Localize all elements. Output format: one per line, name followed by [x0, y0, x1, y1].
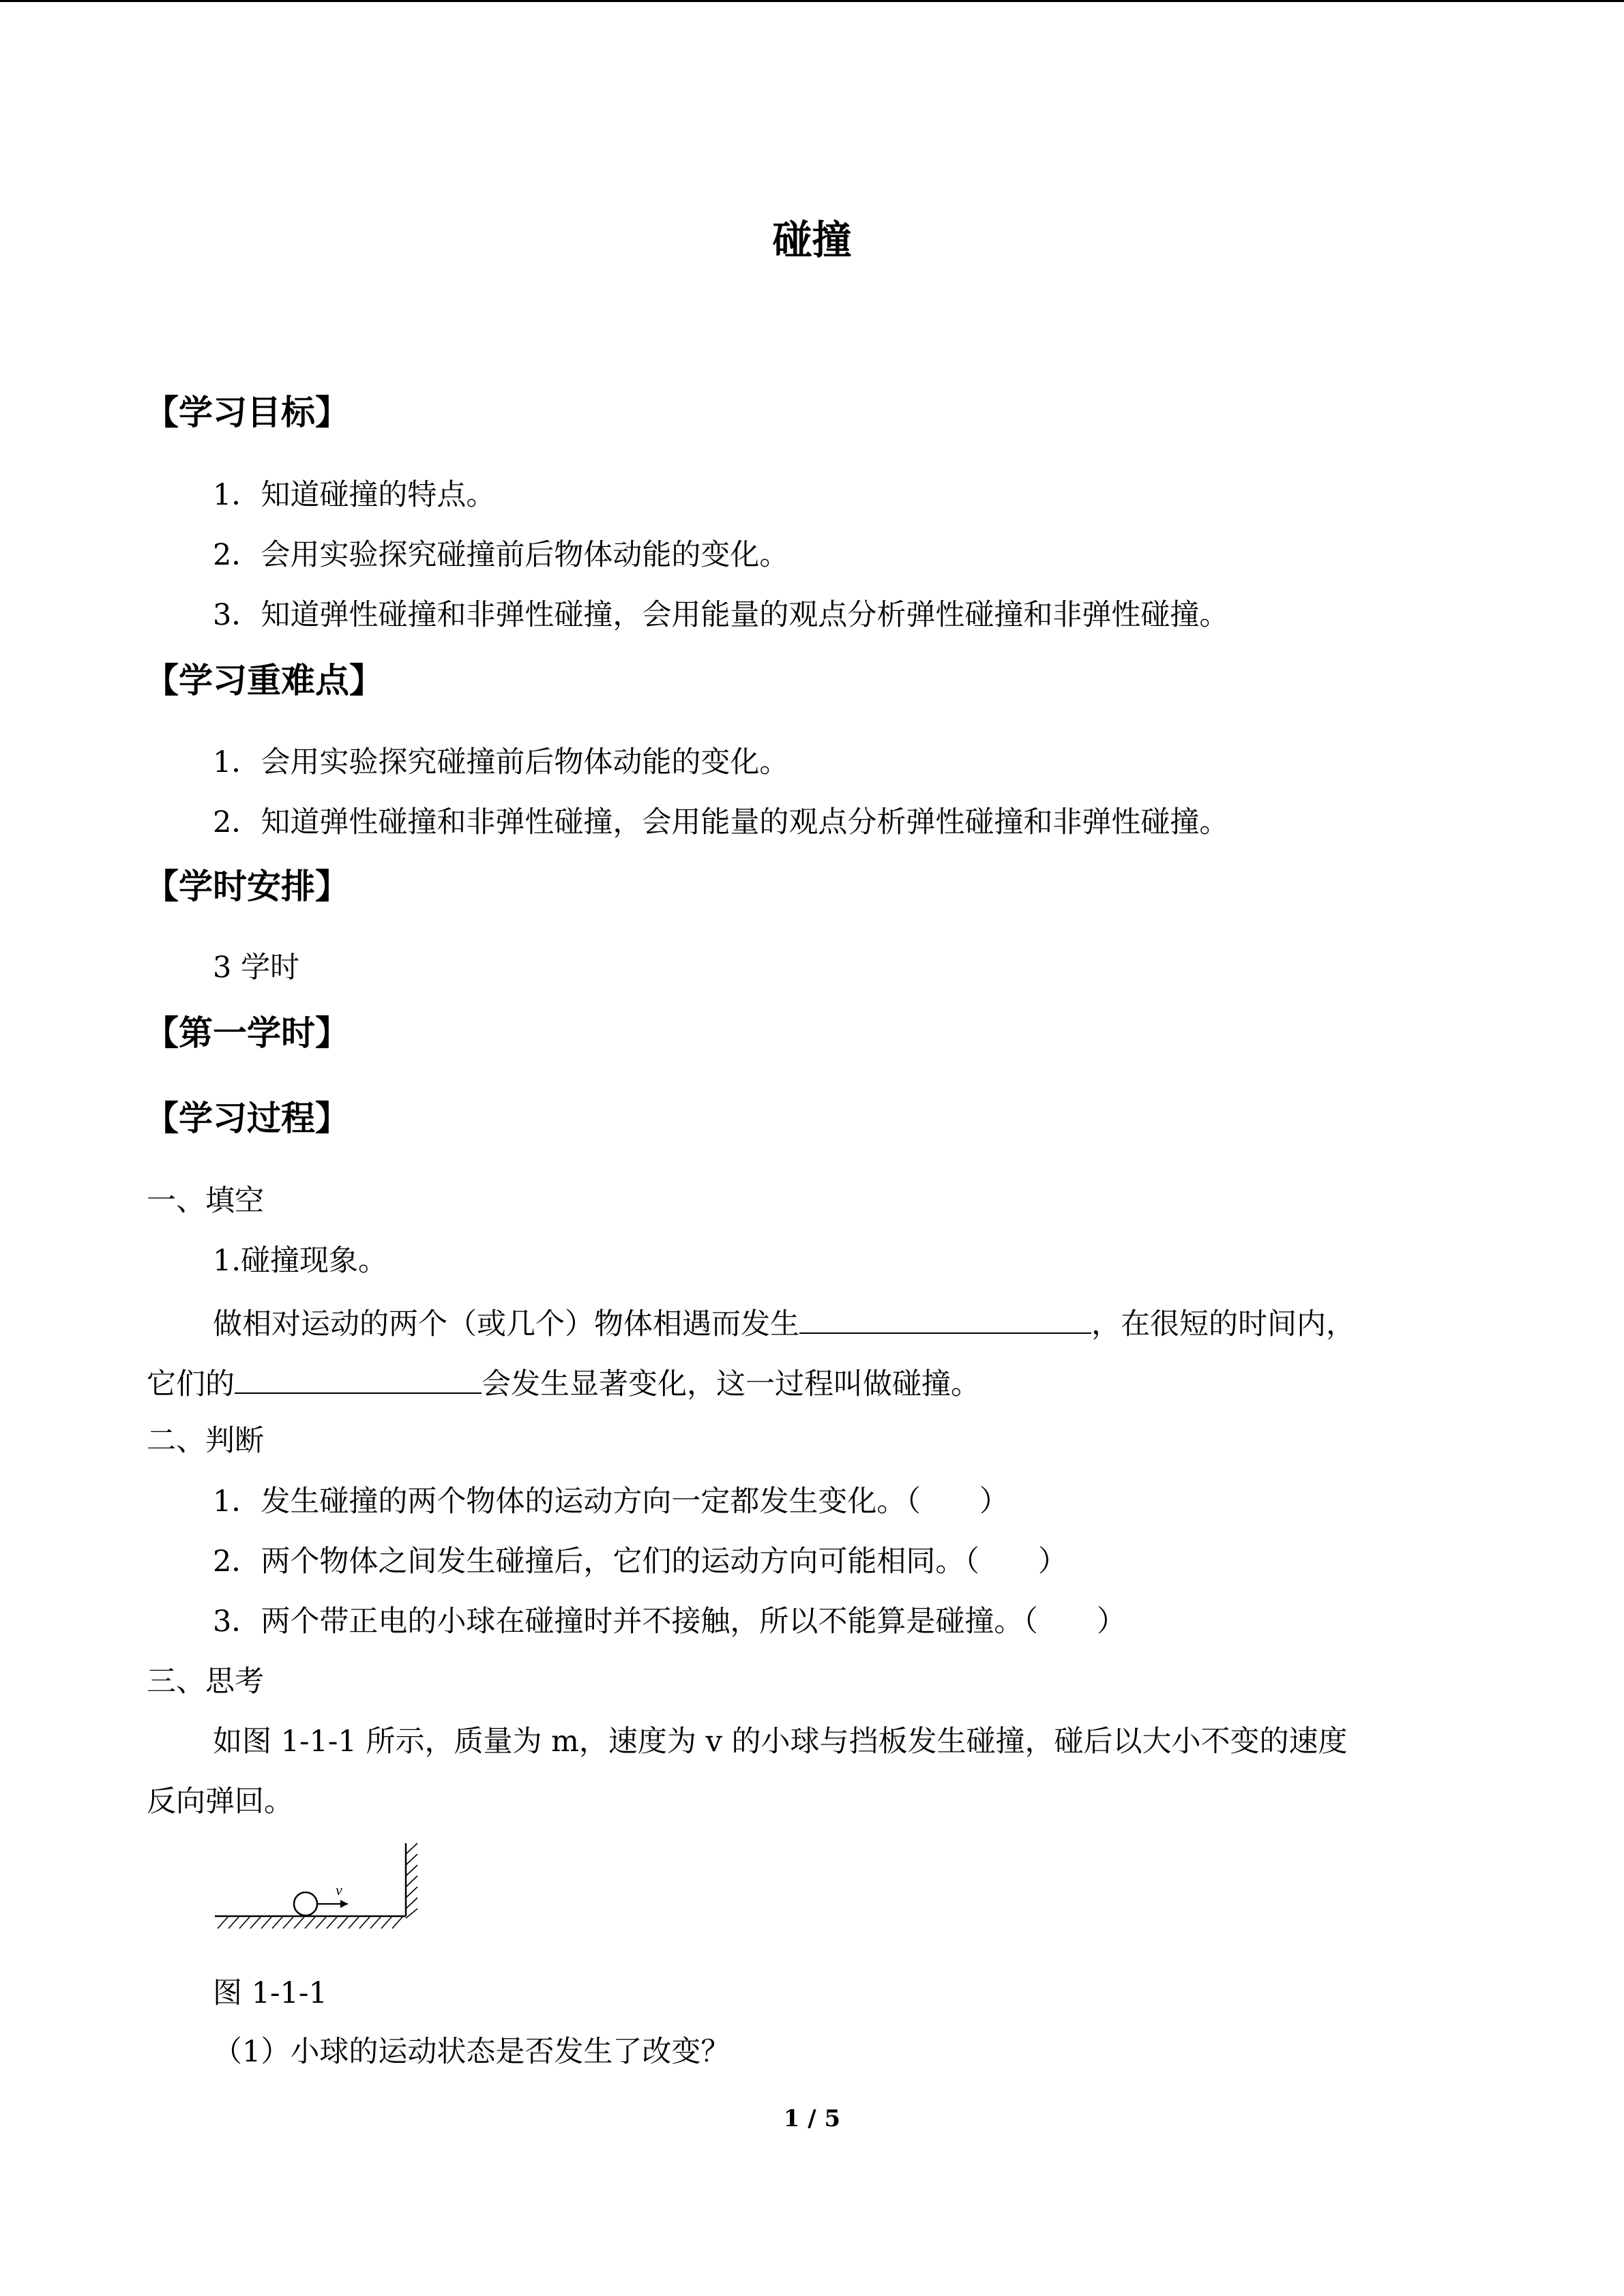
key-point-item: 1．会用实验探究碰撞前后物体动能的变化。: [213, 745, 789, 779]
fill-in-text: 它们的: [147, 1367, 235, 1401]
judge-item: 3．两个带正电的小球在碰撞时并不接触，所以不能算是碰撞。（ ）: [213, 1605, 1126, 1639]
page-number: 1 / 5: [783, 2105, 841, 2132]
fill-in-sentence-line2: [147, 1361, 980, 1405]
key-points-heading: 【学习重难点】: [145, 661, 383, 700]
first-period-heading: 【第一学时】: [145, 1013, 349, 1053]
think-paragraph-line2: 反向弹回。: [147, 1785, 293, 1819]
process-heading: 【学习过程】: [145, 1099, 349, 1138]
think-heading: 三、思考: [147, 1665, 264, 1699]
fill-in-text: 做相对运动的两个（或几个）物体相遇而发生: [213, 1307, 799, 1341]
velocity-arrowhead: [340, 1900, 348, 1908]
schedule-text: 3 学时: [213, 951, 300, 985]
judge-heading: 二、判断: [147, 1424, 264, 1458]
wall-barrier: [406, 1843, 417, 1918]
page-title: 碰撞: [772, 217, 852, 263]
key-point-item: 2．知道弹性碰撞和非弹性碰撞，会用能量的观点分析弹性碰撞和非弹性碰撞。: [213, 805, 1229, 839]
judge-item: 1．发生碰撞的两个物体的运动方向一定都发生变化。（ ）: [213, 1485, 1009, 1519]
objective-item: 3．知道弹性碰撞和非弹性碰撞，会用能量的观点分析弹性碰撞和非弹性碰撞。: [213, 598, 1229, 632]
fill-in-heading: 一、填空: [147, 1184, 264, 1218]
fill-in-text: ，在很短的时间内，: [1091, 1307, 1355, 1341]
fill-in-text: 会发生显著变化，这一过程叫做碰撞。: [482, 1367, 980, 1401]
ground-surface: [215, 1916, 406, 1928]
objective-item: 2．会用实验探究碰撞前后物体动能的变化。: [213, 538, 789, 572]
question-1: （1）小球的运动状态是否发生了改变？: [213, 2035, 730, 2069]
answer-blank[interactable]: [799, 1301, 1091, 1334]
velocity-label: v: [336, 1881, 342, 1898]
answer-blank[interactable]: [235, 1361, 482, 1394]
figure-caption: 图 1-1-1: [213, 1976, 327, 2010]
think-paragraph-line1: 如图 1-1-1 所示，质量为 m，速度为 v 的小球与挡板发生碰撞，碰后以大小不变的速度: [213, 1725, 1348, 1759]
judge-item: 2．两个物体之间发生碰撞后，它们的运动方向可能相同。（ ）: [213, 1545, 1067, 1579]
ball: [294, 1892, 317, 1915]
fill-in-item-title: 1.碰撞现象。: [213, 1244, 388, 1278]
collision-figure: [208, 1838, 433, 1937]
fill-in-sentence-line1: [213, 1301, 1355, 1345]
schedule-heading: 【学时安排】: [145, 867, 349, 906]
objectives-heading: 【学习目标】: [145, 393, 349, 432]
top-border: [0, 0, 1624, 2]
objective-item: 1．知道碰撞的特点。: [213, 478, 496, 512]
